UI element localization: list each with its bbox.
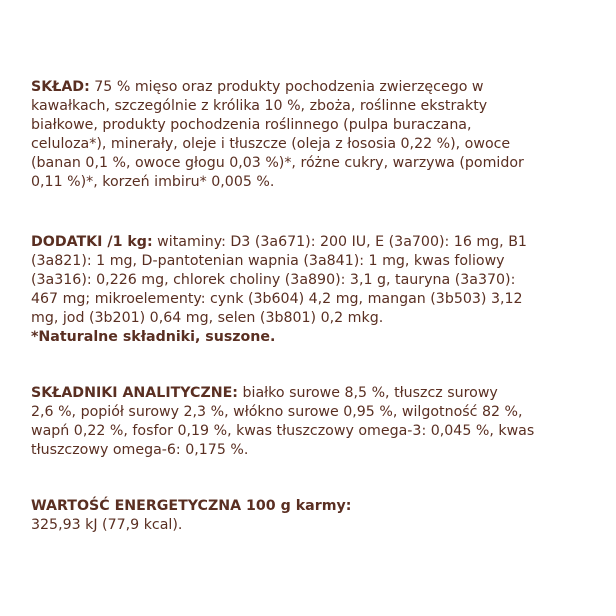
composition-line: białkowe, produkty pochodzenia roślinnego (pulpa buraczana, <box>31 117 472 133</box>
energy-value-section <box>31 497 589 535</box>
analytical-line: tłuszczowy omega-6: 0,175 %. <box>31 442 249 458</box>
analytical-text: białko surowe 8,5 %, tłuszcz surowy <box>237 385 498 401</box>
composition-line <box>31 78 589 97</box>
energy-heading: WARTOŚĆ ENERGETYCZNA 100 g karmy: <box>31 498 352 514</box>
analytical-line: wapń 0,22 %, fosfor 0,19 %, kwas tłuszczowy omega-3: 0,045 %, kwas <box>31 423 535 439</box>
composition-section <box>31 78 589 192</box>
additives-line: mg, jod (3b201) 0,64 mg, selen (3b801) 0,2 mkg. <box>31 310 384 326</box>
additives-line: (3a316): 0,226 mg, chlorek choliny (3a890): 3,1 g, tauryna (3a370): <box>31 272 516 288</box>
analytical-heading: SKŁADNIKI ANALITYCZNE: <box>31 385 238 401</box>
composition-heading: SKŁAD: <box>31 79 90 95</box>
energy-value: 325,93 kJ (77,9 kcal). <box>31 517 183 533</box>
composition-line: 0,11 %)*, korzeń imbiru* 0,005 %. <box>31 174 275 190</box>
composition-text: 75 % mięso oraz produkty pochodzenia zwierzęcego w <box>89 79 484 95</box>
natural-ingredients-note: *Naturalne składniki, suszone. <box>31 329 276 345</box>
analytical-line <box>31 384 589 403</box>
additives-line <box>31 233 589 252</box>
composition-line: celuloza*), minerały, oleje i tłuszcze (oleja z łososia 0,22 %), owoce <box>31 136 511 152</box>
additives-text: witaminy: D3 (3a671): 200 IU, E (3a700): 16 mg, B1 <box>152 234 527 250</box>
additives-line: 467 mg; mikroelementy: cynk (3b604) 4,2 mg, mangan (3b503) 3,12 <box>31 291 523 307</box>
analytical-line: 2,6 %, popiół surowy 2,3 %, włókno surowe 0,95 %, wilgotność 82 %, <box>31 404 523 420</box>
analytical-constituents-section <box>31 384 589 460</box>
composition-line: (banan 0,1 %, owoce głogu 0,03 %)*, różne cukry, warzywa (pomidor <box>31 155 524 171</box>
additives-line: (3a821): 1 mg, D-pantotenian wapnia (3a841): 1 mg, kwas foliowy <box>31 253 505 269</box>
additives-section <box>31 233 589 347</box>
additives-heading: DODATKI /1 kg: <box>31 234 153 250</box>
composition-line: kawałkach, szczególnie z królika 10 %, zboża, roślinne ekstrakty <box>31 98 488 114</box>
